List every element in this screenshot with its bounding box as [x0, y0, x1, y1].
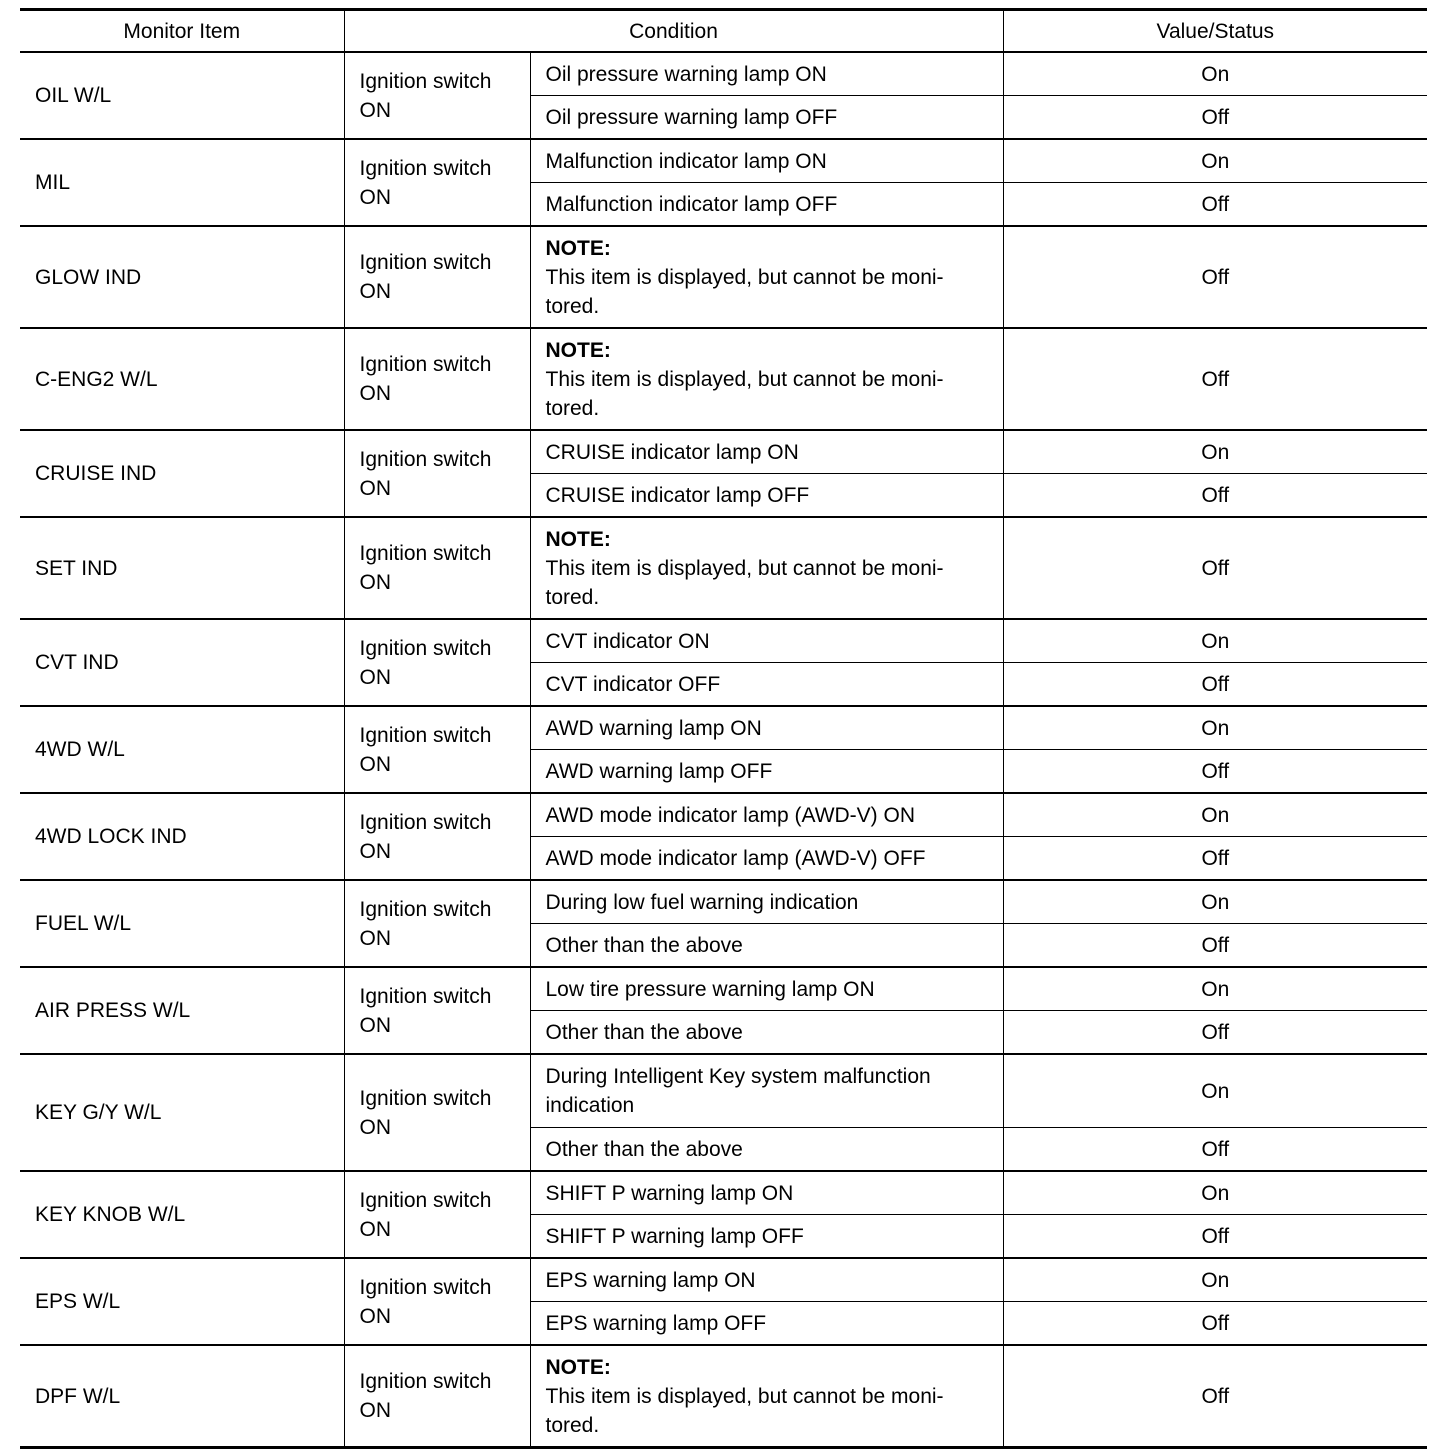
- table-row: [20, 517, 1427, 619]
- value-status-cell: On: [1003, 1054, 1427, 1128]
- ignition-condition-cell: Ignition switch ON: [344, 793, 530, 880]
- ignition-condition-cell: Ignition switch ON: [344, 1345, 530, 1448]
- condition-cell: CVT indicator OFF: [530, 663, 1003, 707]
- table-row: [20, 619, 1427, 663]
- note-text: This item is displayed, but cannot be moni-tored.: [545, 1384, 944, 1437]
- value-status-cell: Off: [1003, 1345, 1427, 1448]
- value-status-cell: Off: [1003, 663, 1427, 707]
- condition-cell: Low tire pressure warning lamp ON: [530, 967, 1003, 1011]
- value-status-cell: On: [1003, 139, 1427, 183]
- table-row: [20, 1054, 1427, 1128]
- condition-cell: Malfunction indicator lamp OFF: [530, 183, 1003, 227]
- value-status-cell: Off: [1003, 1302, 1427, 1346]
- monitor-item-cell: SET IND: [20, 517, 344, 619]
- value-status-cell: On: [1003, 1171, 1427, 1215]
- table-header-row: [20, 10, 1427, 53]
- ignition-condition-cell: Ignition switch ON: [344, 967, 530, 1054]
- ignition-condition-cell: Ignition switch ON: [344, 517, 530, 619]
- value-status-cell: Off: [1003, 183, 1427, 227]
- condition-cell: Oil pressure warning lamp ON: [530, 52, 1003, 96]
- ignition-condition-cell: Ignition switch ON: [344, 139, 530, 226]
- condition-cell: EPS warning lamp OFF: [530, 1302, 1003, 1346]
- ignition-condition-cell: Ignition switch ON: [344, 1258, 530, 1345]
- note-text: This item is displayed, but cannot be moni-tored.: [545, 556, 944, 609]
- condition-cell: EPS warning lamp ON: [530, 1258, 1003, 1302]
- value-status-cell: On: [1003, 880, 1427, 924]
- ignition-condition-cell: Ignition switch ON: [344, 52, 530, 139]
- note-label: NOTE:: [545, 338, 611, 362]
- value-status-cell: Off: [1003, 1215, 1427, 1259]
- monitor-item-cell: DPF W/L: [20, 1345, 344, 1448]
- table-row: [20, 706, 1427, 750]
- ignition-condition-cell: Ignition switch ON: [344, 1054, 530, 1171]
- monitor-item-cell: AIR PRESS W/L: [20, 967, 344, 1054]
- condition-cell: Other than the above: [530, 924, 1003, 968]
- table-row: [20, 967, 1427, 1011]
- header-condition: Condition: [344, 10, 1003, 53]
- condition-cell: CRUISE indicator lamp OFF: [530, 474, 1003, 518]
- monitor-item-cell: OIL W/L: [35, 84, 112, 107]
- value-status-cell: On: [1003, 430, 1427, 474]
- value-status-cell: On: [1003, 52, 1427, 96]
- table-row: [20, 1258, 1427, 1302]
- table-row: [20, 139, 1427, 183]
- value-status-cell: On: [1003, 1258, 1427, 1302]
- condition-cell: [530, 328, 1003, 430]
- value-status-cell: Off: [1003, 96, 1427, 140]
- table-row: [20, 1171, 1427, 1215]
- condition-cell: AWD warning lamp ON: [530, 706, 1003, 750]
- value-status-cell: Off: [1003, 226, 1427, 328]
- condition-cell: CVT indicator ON: [530, 619, 1003, 663]
- monitor-item-cell: FUEL W/L: [20, 880, 344, 967]
- header-value-status: Value/Status: [1003, 10, 1427, 53]
- condition-cell: Other than the above: [530, 1011, 1003, 1055]
- note-label: NOTE:: [545, 527, 611, 551]
- monitor-item-cell: CVT IND: [20, 619, 344, 706]
- condition-cell: [530, 1345, 1003, 1448]
- monitor-item-cell: EPS W/L: [20, 1258, 344, 1345]
- table-row: [20, 880, 1427, 924]
- table-row: [20, 430, 1427, 474]
- table-row: [20, 793, 1427, 837]
- table-row: [20, 1345, 1427, 1448]
- ignition-condition-cell: Ignition switch ON: [344, 430, 530, 517]
- condition-cell: Oil pressure warning lamp OFF: [530, 96, 1003, 140]
- table-row: [20, 52, 1427, 96]
- condition-cell: SHIFT P warning lamp ON: [530, 1171, 1003, 1215]
- note-text: This item is displayed, but cannot be moni-tored.: [545, 367, 944, 420]
- value-status-cell: Off: [1003, 1128, 1427, 1172]
- monitor-item-cell: KEY KNOB W/L: [20, 1171, 344, 1258]
- condition-cell: AWD warning lamp OFF: [530, 750, 1003, 794]
- value-status-cell: On: [1003, 967, 1427, 1011]
- value-status-cell: Off: [1003, 1011, 1427, 1055]
- condition-cell: SHIFT P warning lamp OFF: [530, 1215, 1003, 1259]
- note-label: NOTE:: [545, 1355, 611, 1379]
- value-status-cell: Off: [1003, 474, 1427, 518]
- monitor-item-cell: 4WD LOCK IND: [20, 793, 344, 880]
- table-row: [20, 226, 1427, 328]
- value-status-cell: On: [1003, 793, 1427, 837]
- condition-cell: During Intelligent Key system malfunction indication: [530, 1054, 1003, 1128]
- monitor-item-cell: CRUISE IND: [20, 430, 344, 517]
- note-label: NOTE:: [545, 236, 611, 260]
- monitor-item-cell: GLOW IND: [20, 226, 344, 328]
- value-status-cell: Off: [1003, 924, 1427, 968]
- condition-cell: Malfunction indicator lamp ON: [530, 139, 1003, 183]
- condition-cell: [530, 226, 1003, 328]
- ignition-condition-cell: Ignition switch ON: [344, 1171, 530, 1258]
- condition-cell: [530, 517, 1003, 619]
- ignition-condition-cell: Ignition switch ON: [344, 619, 530, 706]
- value-status-cell: Off: [1003, 750, 1427, 794]
- monitor-item-cell: 4WD W/L: [20, 706, 344, 793]
- condition-cell: AWD mode indicator lamp (AWD-V) ON: [530, 793, 1003, 837]
- monitor-item-table: [20, 8, 1427, 1449]
- condition-cell: AWD mode indicator lamp (AWD-V) OFF: [530, 837, 1003, 881]
- value-status-cell: Off: [1003, 517, 1427, 619]
- monitor-item-cell: C-ENG2 W/L: [20, 328, 344, 430]
- ignition-condition-cell: Ignition switch ON: [344, 226, 530, 328]
- condition-cell: CRUISE indicator lamp ON: [530, 430, 1003, 474]
- monitor-item-cell: KEY G/Y W/L: [20, 1054, 344, 1171]
- value-status-cell: Off: [1003, 328, 1427, 430]
- condition-cell: During low fuel warning indication: [530, 880, 1003, 924]
- ignition-condition-cell: Ignition switch ON: [344, 706, 530, 793]
- note-text: This item is displayed, but cannot be moni-tored.: [545, 265, 944, 318]
- table-body: [20, 52, 1427, 1448]
- value-status-cell: Off: [1003, 837, 1427, 881]
- header-monitor-item: Monitor Item: [20, 10, 344, 53]
- table-row: [20, 328, 1427, 430]
- condition-cell: Other than the above: [530, 1128, 1003, 1172]
- value-status-cell: On: [1003, 706, 1427, 750]
- ignition-condition-cell: Ignition switch ON: [344, 328, 530, 430]
- ignition-condition-cell: Ignition switch ON: [344, 880, 530, 967]
- monitor-item-cell: MIL: [20, 139, 344, 226]
- value-status-cell: On: [1003, 619, 1427, 663]
